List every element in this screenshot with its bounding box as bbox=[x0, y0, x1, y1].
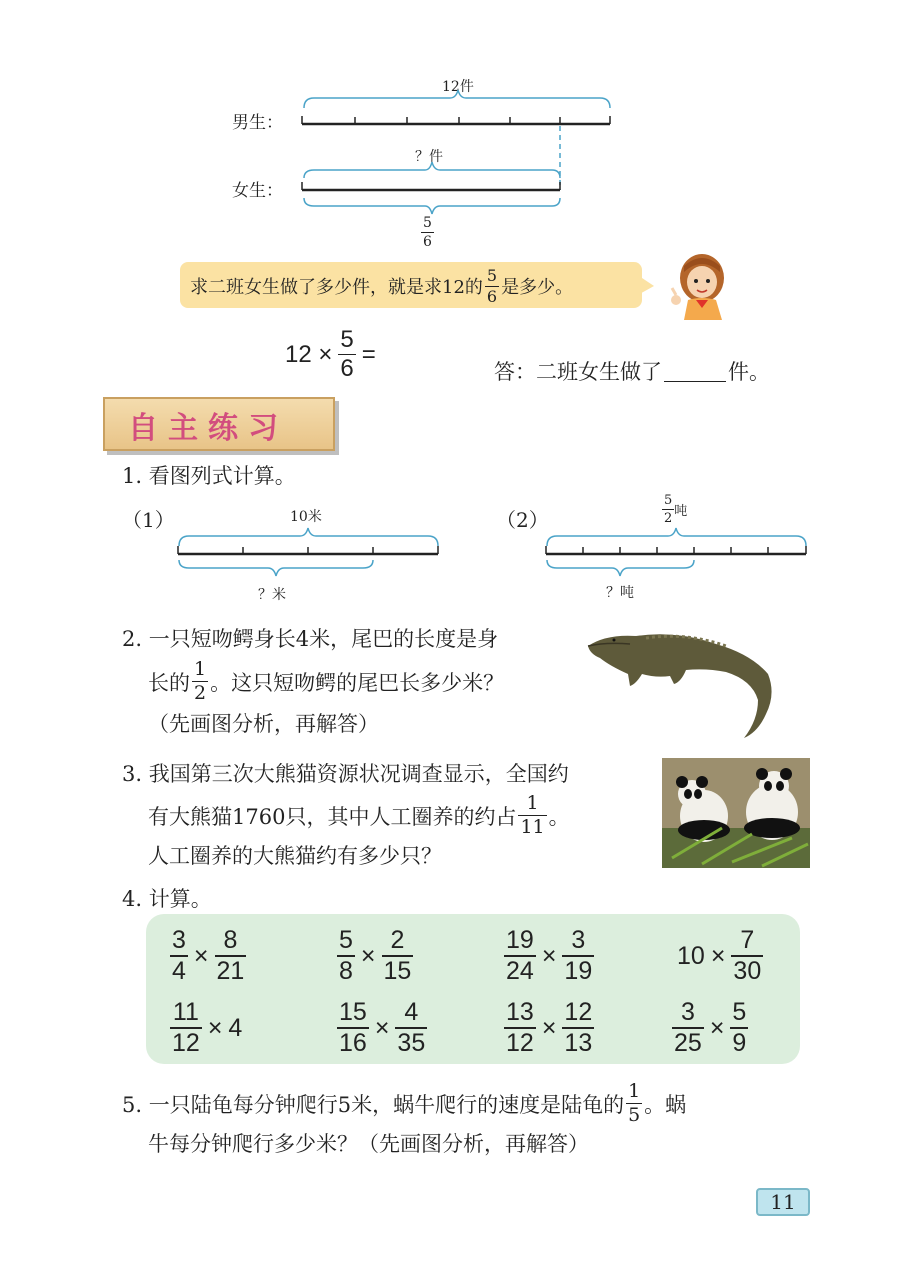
bubble-tail bbox=[636, 274, 656, 296]
q1-part1-top-label: 10米 bbox=[290, 509, 322, 525]
answer-blank[interactable] bbox=[664, 381, 726, 382]
q5-line1-suffix: 。蜗 bbox=[644, 1092, 687, 1117]
q1-part1-bottom-label: ？米 bbox=[258, 587, 286, 603]
q5-line2: 牛每分钟爬行多少米？（先画图分析，再解答） bbox=[148, 1132, 589, 1156]
hint-frac-den: 6 bbox=[486, 286, 498, 306]
q1-part2-unit: 吨 bbox=[674, 504, 688, 519]
equation-equals: = bbox=[361, 340, 376, 368]
total-brace bbox=[304, 90, 610, 108]
unknown-brace bbox=[304, 162, 560, 178]
section-title: 自主练习 bbox=[128, 411, 288, 446]
answer-prefix: 答：二班女生做了 bbox=[494, 360, 662, 384]
unknown-label: ？件 bbox=[415, 149, 443, 165]
hint-frac-num: 5 bbox=[486, 265, 498, 285]
q2-frac-den: 2 bbox=[194, 682, 207, 704]
hint-prefix: 求二班女生做了多少件，就是求12的 bbox=[190, 277, 483, 298]
answer-line bbox=[494, 356, 770, 386]
q5-fraction bbox=[626, 1082, 642, 1125]
calc-item-7: $\frac{13}{12}$ × $\frac{12}{13}$ bbox=[506, 998, 593, 1057]
q2-line1: 2. 一只短吻鳄身长4米，尾巴的长度是身 bbox=[122, 627, 499, 651]
q1-part1-top-brace bbox=[179, 528, 438, 546]
total-label: 12件 bbox=[442, 79, 474, 95]
calc-item-8: $\frac{3}{25}$ × $\frac{5}{9}$ bbox=[674, 998, 747, 1057]
q3-line2-suffix: 。 bbox=[548, 804, 570, 829]
q1-part2-top-brace bbox=[547, 528, 806, 546]
q3-line3: 人工圈养的大熊猫约有多少只？ bbox=[148, 844, 442, 868]
q1-part1-label: （1） bbox=[122, 508, 175, 532]
fraction-numerator: 5 bbox=[423, 215, 432, 231]
q3-frac-num: 1 bbox=[526, 792, 539, 814]
q2-fraction bbox=[192, 660, 208, 703]
q1-part2-label: （2） bbox=[496, 508, 549, 532]
equation-fraction bbox=[338, 328, 355, 381]
panda-image bbox=[662, 758, 810, 868]
answer-suffix: 件。 bbox=[728, 360, 770, 384]
q5-line1-prefix: 5. 一只陆龟每分钟爬行5米，蜗牛爬行的速度是陆龟的 bbox=[122, 1092, 625, 1117]
equation-lhs: 12 × bbox=[285, 340, 333, 368]
girl-illustration bbox=[664, 248, 740, 320]
q5-frac-num: 1 bbox=[628, 1080, 641, 1102]
q3-fraction bbox=[518, 794, 546, 837]
q3-frac-den: 11 bbox=[520, 816, 545, 838]
equation-frac-den: 6 bbox=[340, 355, 354, 382]
calc-item-4: 10 × $\frac{7}{30}$ bbox=[677, 926, 762, 985]
q2-line2-prefix: 长的 bbox=[148, 670, 190, 695]
q2-line2 bbox=[148, 660, 504, 703]
q1-diagrams bbox=[0, 500, 904, 580]
hint-fraction bbox=[485, 265, 499, 306]
q2-line3: （先画图分析，再解答） bbox=[148, 712, 379, 736]
q3-line2 bbox=[148, 794, 570, 837]
q1-part1-bottom-brace bbox=[179, 560, 373, 576]
calc-item-3: $\frac{19}{24}$ × $\frac{3}{19}$ bbox=[506, 926, 593, 985]
q1-part2-bottom-label: ？吨 bbox=[606, 585, 634, 601]
q1-part2-frac-den: 2 bbox=[664, 511, 673, 526]
q3-line1: 3. 我国第三次大熊猫资源状况调查显示，全国约 bbox=[122, 762, 569, 786]
q5-line1 bbox=[122, 1082, 686, 1125]
hint-suffix: 是多少。 bbox=[501, 277, 574, 298]
girls-label: 女生： bbox=[232, 181, 283, 201]
q4-text: 4. 计算。 bbox=[122, 887, 212, 911]
q5-frac-den: 5 bbox=[628, 1104, 641, 1126]
fraction-brace bbox=[304, 198, 560, 214]
q2-frac-num: 1 bbox=[194, 658, 207, 680]
hint-text bbox=[190, 266, 573, 306]
calc-item-5: $\frac{11}{12}$ × 4 bbox=[172, 998, 243, 1057]
q1-part2-bottom-brace bbox=[547, 560, 694, 576]
boys-label: 男生： bbox=[232, 113, 283, 133]
fraction-denominator: 6 bbox=[423, 234, 432, 250]
q1-part2-frac-num: 5 bbox=[664, 493, 673, 508]
calc-item-1: $\frac{3}{4}$ × $\frac{8}{21}$ bbox=[172, 926, 245, 985]
page-number: 11 bbox=[756, 1188, 810, 1216]
crocodile-image bbox=[586, 624, 780, 740]
calc-item-2: $\frac{5}{8}$ × $\frac{2}{15}$ bbox=[339, 926, 412, 985]
q3-line2-prefix: 有大熊猫1760只，其中人工圈养的约占 bbox=[148, 804, 517, 829]
q1-text: 1. 看图列式计算。 bbox=[122, 464, 296, 488]
equation bbox=[285, 328, 376, 381]
equation-frac-num: 5 bbox=[340, 326, 354, 353]
calc-item-6: $\frac{15}{16}$ × $\frac{4}{35}$ bbox=[339, 998, 426, 1057]
q2-line2-suffix: 。这只短吻鳄的尾巴长多少米？ bbox=[210, 670, 505, 695]
